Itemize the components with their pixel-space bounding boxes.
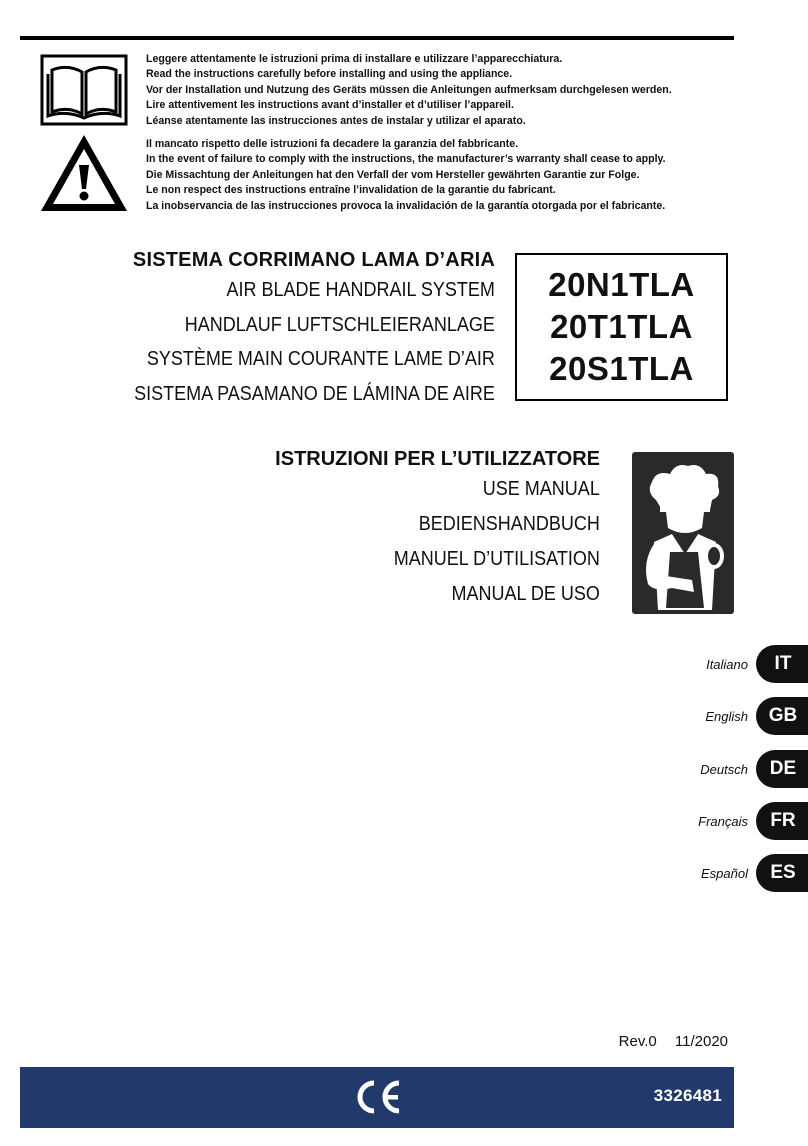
- warranty-notice: [146, 137, 666, 214]
- notice-line: Leggere attentamente le istruzioni prima di installare e utilizzare l’apparecchiatura.: [146, 53, 563, 65]
- product-title-translation: HANDLAUF LUFTSCHLEIERANLAGE: [184, 313, 495, 336]
- model-code: 20N1TLA: [548, 266, 695, 303]
- product-title-translation: AIR BLADE HANDRAIL SYSTEM: [226, 279, 495, 301]
- language-name: Español: [701, 865, 748, 881]
- language-tab-gb[interactable]: [705, 697, 808, 735]
- language-code: DE: [756, 750, 808, 788]
- language-tab-it[interactable]: [706, 645, 808, 683]
- language-tab-fr[interactable]: [698, 802, 808, 840]
- notice-line: Léanse atentamente las instrucciones antes de instalar y utilizar el aparato.: [146, 114, 526, 127]
- manual-title-translation: MANUEL D’UTILISATION: [393, 548, 600, 570]
- manual-title-translation: BEDIENSHANDBUCH: [418, 513, 600, 535]
- notice-line: Read the instructions carefully before installing and using the appliance.: [146, 68, 513, 81]
- manual-title-translation: MANUAL DE USO: [451, 583, 600, 605]
- revision-date: 11/2020: [674, 1033, 728, 1050]
- revision-info: [619, 1033, 728, 1050]
- language-name: Italiano: [706, 656, 748, 672]
- revision-label: Rev.0: [618, 1033, 657, 1050]
- read-instructions-notice: [146, 52, 672, 129]
- product-title-translation: SYSTÈME MAIN COURANTE LAME D’AIR: [146, 348, 495, 370]
- product-title: SISTEMA CORRIMANO LAMA D’ARIA: [132, 249, 495, 271]
- model-code: 20S1TLA: [549, 350, 694, 387]
- product-title-block: [94, 247, 495, 411]
- product-title-translation: SISTEMA PASAMANO DE LÁMINA DE AIRE: [134, 382, 495, 405]
- model-code: 20T1TLA: [550, 308, 693, 345]
- model-codes-box: [515, 253, 728, 401]
- notice-line: Die Missachtung der Anleitungen hat den Verfall der vom Hersteller gewährten Garantie zur Folge.: [146, 168, 640, 181]
- manual-title-block: [275, 446, 600, 612]
- language-name: English: [705, 708, 748, 724]
- language-name: Deutsch: [700, 761, 748, 777]
- notice-line: Vor der Installation und Nutzung des Geräts müssen die Anleitungen aufmerksam durchgelesen werden.: [146, 83, 672, 96]
- notice-line: Le non respect des instructions entraîne l’invalidation de la garantie du fabricant.: [146, 184, 556, 197]
- book-icon: [40, 54, 128, 126]
- manual-title-translation: USE MANUAL: [482, 478, 600, 500]
- warning-triangle-icon: [38, 132, 130, 214]
- notice-line: Il mancato rispetto delle istruzioni fa decadere la garanzia del fabbricante.: [146, 138, 519, 150]
- notice-line: Lire attentivement les instructions avant d’installer et d’utiliser l’appareil.: [146, 99, 514, 112]
- language-tab-es[interactable]: [701, 854, 808, 892]
- language-code: ES: [756, 854, 808, 892]
- chef-icon: [632, 452, 734, 614]
- ce-mark-icon: [353, 1077, 403, 1117]
- notice-line: In the event of failure to comply with the instructions, the manufacturer’s warranty shall cease to apply.: [146, 153, 666, 166]
- language-code: IT: [756, 645, 808, 683]
- notice-line: La inobservancia de las instrucciones provoca la invalidación de la garantía otorgada por el fabricante.: [146, 199, 666, 212]
- language-tab-de[interactable]: [700, 750, 808, 788]
- language-name: Français: [698, 813, 748, 829]
- top-rule: [20, 36, 734, 40]
- document-code: 3326481: [653, 1086, 722, 1105]
- language-code: GB: [756, 697, 808, 735]
- manual-title: ISTRUZIONI PER L’UTILIZZATORE: [275, 448, 600, 470]
- language-code: FR: [756, 802, 808, 840]
